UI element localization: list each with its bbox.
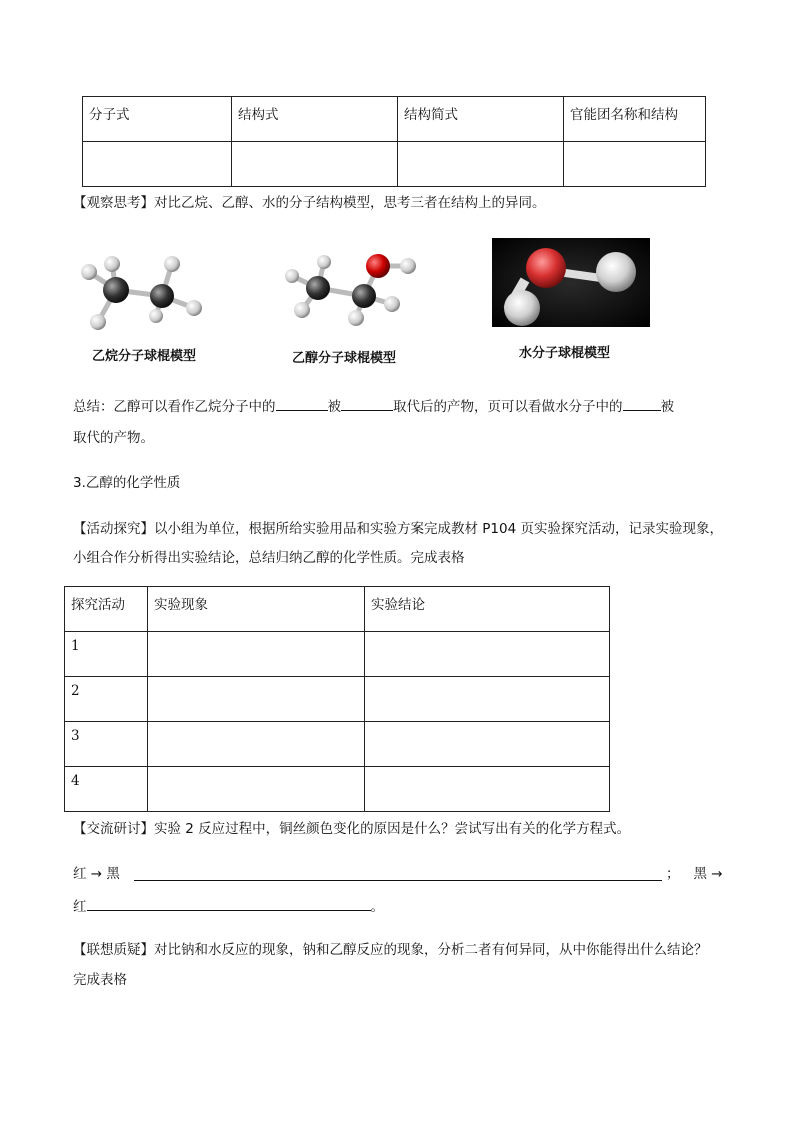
activity-line-1	[73, 518, 723, 540]
observe-paragraph	[73, 192, 546, 214]
summary-text-2: 被	[327, 399, 341, 415]
black-to-red-blank[interactable]	[87, 896, 371, 911]
black-to-red-line-b	[73, 896, 384, 918]
summary-blank-1[interactable]	[276, 396, 328, 411]
discuss-paragraph	[73, 818, 630, 840]
cell-empty[interactable]	[398, 142, 564, 187]
table-row	[65, 722, 610, 767]
observe-text: 对比乙烷、乙醇、水的分子结构模型，思考三者在结构上的异同。	[154, 195, 546, 211]
row-number: 2	[65, 677, 148, 722]
summary-text-4: 被	[660, 399, 674, 415]
summary-line-1	[73, 396, 674, 418]
header-conclusion: 实验结论	[365, 587, 610, 632]
red-to-black-blank[interactable]	[134, 866, 662, 881]
header-activity: 探究活动	[65, 587, 148, 632]
association-text-1: 对比钠和水反应的现象，钠和乙醇反应的现象，分析二者有何异同，从中你能得出什么结论？	[154, 942, 708, 958]
table-row	[65, 632, 610, 677]
ethanol-caption: 乙醇分子球棍模型	[292, 351, 397, 366]
summary-text-1: 总结：乙醇可以看作乙烷分子中的	[73, 399, 276, 415]
observe-tag: 【观察思考】	[73, 195, 154, 211]
cell-empty[interactable]	[232, 142, 398, 187]
ethane-model-image	[74, 250, 214, 340]
cell-empty[interactable]	[148, 767, 365, 812]
table-header-row	[65, 587, 610, 632]
table-row	[65, 677, 610, 722]
association-line-2: 完成表格	[73, 972, 127, 988]
cell-empty[interactable]	[564, 142, 706, 187]
header-phenomenon: 实验现象	[148, 587, 365, 632]
experiment-table	[64, 586, 610, 812]
header-structural: 结构式	[232, 97, 398, 142]
cell-empty[interactable]	[83, 142, 232, 187]
red-to-black-label: 红 → 黑	[73, 866, 120, 882]
activity-line-2: 小组合作分析得出实验结论，总结归纳乙醇的化学性质。完成表格	[73, 550, 465, 566]
activity-tag: 【活动探究】	[73, 521, 154, 537]
cell-empty[interactable]	[365, 722, 610, 767]
row-number: 1	[65, 632, 148, 677]
section-title: 3.乙醇的化学性质	[73, 475, 181, 491]
header-functional-group: 官能团名称和结构	[564, 97, 706, 142]
header-formula: 分子式	[83, 97, 232, 142]
table-header-row	[83, 97, 706, 142]
cell-empty[interactable]	[148, 632, 365, 677]
semicolon: ；	[666, 866, 680, 882]
ethane-caption: 乙烷分子球棍模型	[92, 349, 197, 364]
summary-blank-3[interactable]	[623, 396, 661, 411]
summary-text-3: 取代后的产物，页可以看做水分子中的	[393, 399, 623, 415]
black-to-red-continued: 红	[73, 899, 87, 915]
association-tag: 【联想质疑】	[73, 942, 154, 958]
black-to-red-line-a	[666, 863, 723, 885]
cell-empty[interactable]	[148, 677, 365, 722]
period: 。	[370, 899, 384, 915]
red-to-black-line	[73, 863, 120, 885]
row-number: 3	[65, 722, 148, 767]
summary-line-2: 取代的产物。	[73, 430, 154, 446]
ethanol-model-image	[278, 246, 428, 332]
structure-table	[82, 96, 706, 187]
header-condensed: 结构简式	[398, 97, 564, 142]
summary-blank-2[interactable]	[341, 396, 393, 411]
discuss-tag: 【交流研讨】	[73, 821, 154, 837]
discuss-text: 实验 2 反应过程中，铜丝颜色变化的原因是什么？尝试写出有关的化学方程式。	[154, 821, 631, 837]
table-row	[83, 142, 706, 187]
water-caption: 水分子球棍模型	[519, 346, 611, 361]
table-row	[65, 767, 610, 812]
black-to-red-label: 黑 →	[693, 866, 723, 882]
activity-text-1: 以小组为单位，根据所给实验用品和实验方案完成教材 P104 页实验探究活动，记录实验现象，	[154, 521, 723, 537]
cell-empty[interactable]	[365, 677, 610, 722]
row-number: 4	[65, 767, 148, 812]
cell-empty[interactable]	[365, 632, 610, 677]
cell-empty[interactable]	[148, 722, 365, 767]
association-line-1	[73, 939, 708, 961]
water-model-image	[492, 238, 650, 327]
cell-empty[interactable]	[365, 767, 610, 812]
